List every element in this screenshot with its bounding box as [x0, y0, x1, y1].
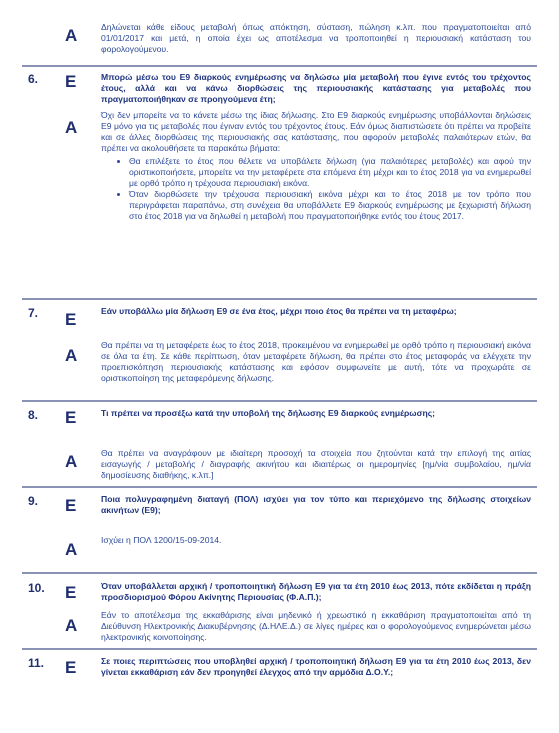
question-letter: Ε	[65, 583, 77, 602]
question-text: Εάν υποβάλλω μία δήλωση Ε9 σε ένα έτος, μέχρι ποιο έτος θα πρέπει να τη μεταφέρω;	[101, 306, 457, 316]
separator	[22, 572, 537, 574]
answer-text: Ισχύει η ΠΟΛ 1200/15-09-2014.	[101, 535, 222, 545]
separator	[22, 400, 537, 402]
question-number: 9.	[28, 494, 39, 508]
answer-letter: Α	[65, 452, 78, 471]
question-letter: Ε	[65, 310, 77, 329]
answer-letter: Α	[65, 346, 78, 365]
answer-text: Θα πρέπει να αναγράφουν με ιδιαίτερη προσοχή τα στοιχεία που ζητούνται κατά την επιλογή της αιτίας εισαγωγής / μεταβολής / διαγραφής ακινήτου και ιδιαιτέρως οι ημερομηνίες [ημ/νία συμβολαίου, ημ/νία δημοσίευσης διαθήκης, κ.λπ.]	[101, 448, 531, 480]
list-item: • Όταν διορθώσετε την τρέχουσα περιουσιακή εικόνα μέχρι και το έτος 2018 με τον τρόπο που περιγράφεται παραπάνω, στη συνέχεια θα υποβάλλετε Ε9 διαρκούς ενημέρωσης με ξεχωριστή δήλωση στο έτος 2018 για να δηλωθεί η μεταβολή που πραγματοποιήθηκε εντός του έτους 2017.	[129, 189, 531, 222]
answer-text	[101, 110, 531, 222]
answer-text: Δηλώνεται κάθε είδους μεταβολή όπως απόκτηση, σύσταση, πώληση κ.λπ. που πραγματοποιείται από 01/01/2017 και μετά, η οποία έχει ως αποτέλεσμα να τροποποιηθεί η περιουσιακή κατάσταση του φορολογούμενου.	[101, 22, 531, 54]
question-text: Μπορώ μέσω του Ε9 διαρκούς ενημέρωσης να δηλώσω μία μεταβολή που έγινε εντός του τρέχοντος έτους, αλλά και να κάνω διορθώσεις της περιουσιακής κατάστασης για μεταβολές που πραγματοποιήθηκαν σε προηγούμενα έτη;	[101, 72, 531, 104]
separator	[22, 648, 537, 650]
cut-off-header-fragment	[0, 0, 140, 6]
question-number: 6.	[28, 72, 39, 86]
list-item: • Θα επιλέξετε το έτος που θέλετε να υποβάλετε δήλωση (για παλαιότερες μεταβολές) και αφού την οριστικοποιήσετε, μπορείτε να την μεταφέρετε στα επόμενα έτη μέχρι και το έτος 2018 για να ενημερωθεί με ορθό τρόπο η τρέχουσα περιουσιακή εικόνα.	[129, 156, 531, 189]
answer-letter: Α	[65, 118, 78, 137]
question-text: Ποια πολυγραφημένη διαταγή (ΠΟΛ) ισχύει για τον τύπο και περιεχόμενο της δήλωσης στοιχείων ακινήτων (Ε9);	[101, 494, 531, 515]
separator	[22, 298, 537, 300]
question-letter: Ε	[65, 72, 77, 91]
question-text: Σε ποιες περιπτώσεις που υποβληθεί αρχική / τροποποιητική δήλωση Ε9 για τα έτη 2010 έως 2013, δεν γίνεται εκκαθάριση εάν δεν προηγηθεί έλεγχος από την αρμόδια Δ.Ο.Υ.;	[101, 656, 531, 677]
answer-text: Εάν το αποτέλεσμα της εκκαθάρισης είναι μηδενικό ή χρεωστικό η εκκαθάριση πραγματοποιείται από τη Διεύθυνση Ηλεκτρονικής Διακυβέρνησης (Δ.ΗΛΕ.Δ.) σε λίγες ημέρες και ο φορολογούμενος ενημερώνεται μέσω ηλεκτρονικής κοινοποίησης.	[101, 610, 531, 642]
separator	[22, 486, 537, 488]
question-letter: Ε	[65, 496, 77, 515]
answer-intro: Όχι δεν μπορείτε να το κάνετε μέσω της ίδιας δήλωσης. Στο Ε9 διαρκούς ενημέρωσης υποβάλλονται δηλώσεις Ε9 μόνο για τις μεταβολές που έγιναν εντός του τρέχοντος έτους. Εάν όμως διαπιστώσετε ότι πρέπει να προβείτε και σε άλλες διορθώσεις της περιουσιακής σας κατάστασης, που αφορούν μεταβολές παλαιότερων ετών, θα πρέπει να ακολουθήσετε τα παρακάτω βήματα:	[101, 110, 531, 153]
question-text: Όταν υποβάλλεται αρχική / τροποποιητική δήλωση Ε9 για τα έτη 2010 έως 2013, πότε εκδίδεται η πράξη προσδιορισμού Φόρου Ακίνητης Περιουσίας (Φ.Α.Π.);	[101, 581, 531, 602]
question-number: 11.	[28, 656, 45, 670]
question-letter: Ε	[65, 408, 77, 427]
separator	[22, 65, 537, 67]
answer-letter: Α	[65, 616, 78, 635]
question-letter: Ε	[65, 658, 77, 677]
answer-bullet-list	[101, 156, 531, 222]
question-text: Τι πρέπει να προσέξω κατά την υποβολή της δήλωσης Ε9 διαρκούς ενημέρωσης;	[101, 408, 436, 418]
question-number: 8.	[28, 408, 39, 422]
answer-text: Θα πρέπει να τη μεταφέρετε έως το έτος 2018, προκειμένου να ενημερωθεί με ορθό τρόπο η περιουσιακή εικόνα σε όλα τα έτη. Σε κάθε περίπτωση, όταν μεταφέρετε δήλωση, θα πρέπει στο έτος μεταφοράς να ελέγχετε την προεπισκόπηση περιουσιακής κατάστασης και εφόσον συμφωνείτε με αυτή, τότε να προχωράτε σε οριστικοποίηση της μεταφερόμενης δήλωσης.	[101, 340, 531, 383]
question-number: 10.	[28, 581, 45, 595]
answer-letter: Α	[65, 540, 78, 559]
answer-letter: Α	[65, 26, 78, 45]
question-number: 7.	[28, 306, 39, 320]
